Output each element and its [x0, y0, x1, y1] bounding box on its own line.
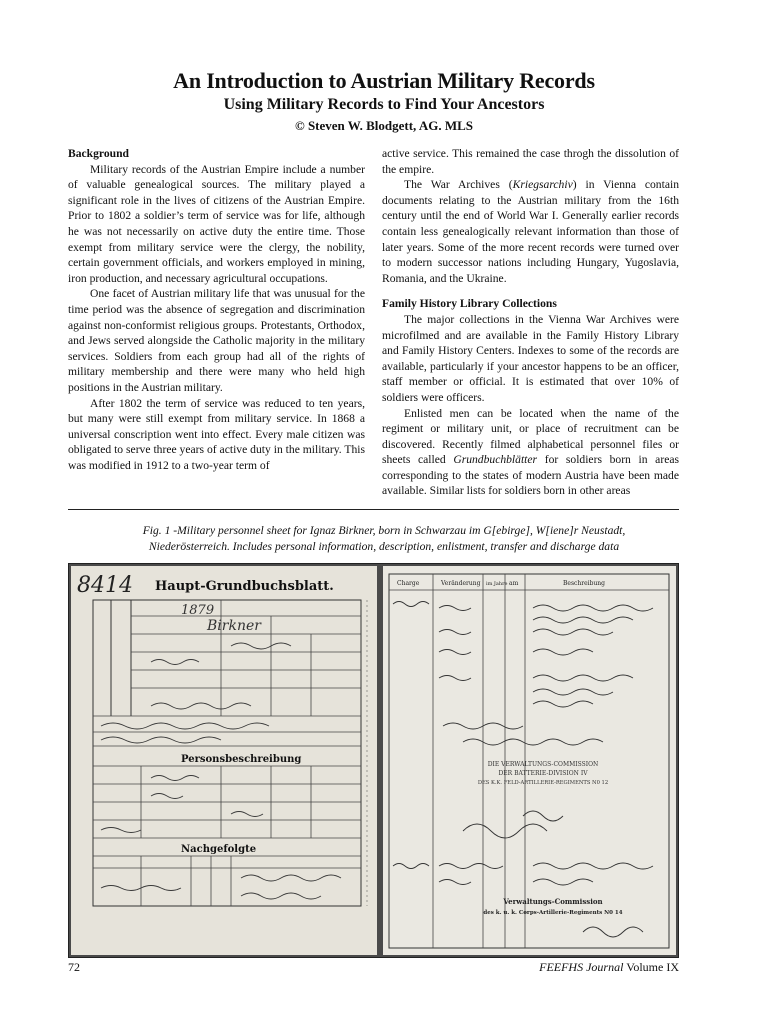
stamp-text: Verwaltungs-Commission — [503, 897, 603, 906]
section-history-label: Nachgefolgte — [181, 844, 257, 855]
paragraph: Military records of the Austrian Empire include a number of valuable genealogical sources. The military played a significant role in the lives of citizens of the Austrian Empire. Prior to 1802 a soldier’s term of service was for life, although he was not necessarily on active duty the entire time. Those exempt from military service were the clergy, the nobility, certain government officials, and workers employed in mining, iron production, and necessary agricultural occupations. — [68, 162, 365, 285]
stamp-text: des k. u. k. Corps-Artillerie-Regiments N0 14 — [483, 910, 623, 916]
sheet-title: Haupt-Grundbuchsblatt. — [155, 579, 334, 594]
section-heading-background: Background — [68, 147, 129, 160]
paragraph-text: Enlisted men can be located when the name of the regiment or military unit, or place of recruitment can be discovered. Recently filmed alphabetical personnel files or sheets called — [382, 406, 679, 467]
paragraph-text: for soldiers born in areas corresponding to the states of modern Austria have been made available. Similar lists for soldiers born in other areas — [382, 453, 679, 498]
handwritten-name: Birkner — [207, 618, 261, 634]
journal-volume: Volume IX — [623, 960, 679, 974]
caption-line: Fig. 1 -Military personnel sheet for Ignaz Birkner, born in Schwarzau im G[ebirge], W[iene]r Neustadt, — [142, 524, 626, 537]
paragraph-text: ) in Vienna contain documents relating to the Austrian military from the 16th century until the end of World War I. Generally earlier records contain less genealogically relevant information than those of later years. Some of the more recent records were turned over to modern successor nations including Hungary, Yugoslavia, Romania, and the Ukraine. — [382, 178, 679, 285]
stamp-text: DIE VERWALTUNGS-COMMISSION — [487, 761, 599, 768]
stamp-text: DER BATTERIE-DIVISION IV — [498, 770, 588, 777]
paragraph: active service. This remained the case throgh the dissolution of the empire. — [382, 147, 679, 176]
article-title: An Introduction to Austrian Military Records — [173, 68, 595, 93]
column-header-charge: Charge — [397, 580, 420, 587]
handwritten-number: 8414 — [77, 573, 133, 598]
right-column — [382, 146, 679, 499]
paragraph — [382, 177, 679, 286]
stamp-text: DES K.K. FELD-ARTILLERIE-REGIMENTS N0 12 — [477, 780, 609, 786]
section-heading-collections: Family History Library Collections — [382, 297, 557, 311]
transfer-record-drawing — [383, 566, 676, 955]
left-column — [68, 146, 365, 473]
emphasis-text: Kriegsarchiv — [512, 178, 573, 192]
caption-line: Niederösterreich. Includes personal information, description, enlistment, transfer and discharge data — [148, 540, 620, 553]
journal-name: FEEFHS Journal — [539, 960, 624, 974]
journal-footer — [539, 960, 679, 975]
emphasis-text: Grundbuchblätter — [453, 453, 538, 467]
article-subtitle: Using Military Records to Find Your Ancestors — [223, 96, 545, 113]
section-description-label: Personsbeschreibung — [181, 754, 302, 765]
figure-caption — [96, 523, 672, 555]
column-header-date: am — [509, 580, 519, 587]
page-number: 72 — [68, 960, 80, 974]
paragraph — [382, 406, 679, 500]
horizontal-rule — [68, 509, 679, 510]
paragraph: After 1802 the term of service was reduced to ten years, but many were still exempt from military service. In 1868 a universal conscription went into effect. Every male citizen was obligated to serve three years of active duty in the military. This was modified in 1912 to a two-year term of — [68, 396, 365, 472]
paragraph: The major collections in the Vienna War Archives were microfilmed and are available in the Family History Library and Family History Centers. Indexes to some of the records are available, particularly if your ancestor happens to be an officer, staff member or official. It is estimated that over 10% of soldiers were officers. — [382, 312, 679, 404]
figure-military-personnel-sheet — [68, 563, 679, 958]
personnel-sheet-image — [71, 566, 377, 955]
paragraph: One facet of Austrian military life that was unusual for the time period was the absence of segregation and discrimination against non-conformist religious groups. Protestants, Orthodox, and Jews served alongside the Catholic majority in the military services. Soldiers from each group had all of the rights of military membership and there were many who held high positions in the Austrian military. — [68, 287, 365, 394]
author-line: © Steven W. Blodgett, AG. MLS — [294, 118, 473, 133]
transfer-record-image — [383, 566, 676, 955]
column-header-description: Beschreibung — [563, 580, 606, 587]
paragraph-text: The War Archives ( — [404, 178, 513, 192]
column-header-year: im Jahre — [486, 581, 508, 587]
column-header-change: Veränderung — [441, 580, 481, 587]
handwritten-year: 1879 — [181, 603, 215, 618]
personnel-sheet-drawing — [71, 566, 377, 955]
